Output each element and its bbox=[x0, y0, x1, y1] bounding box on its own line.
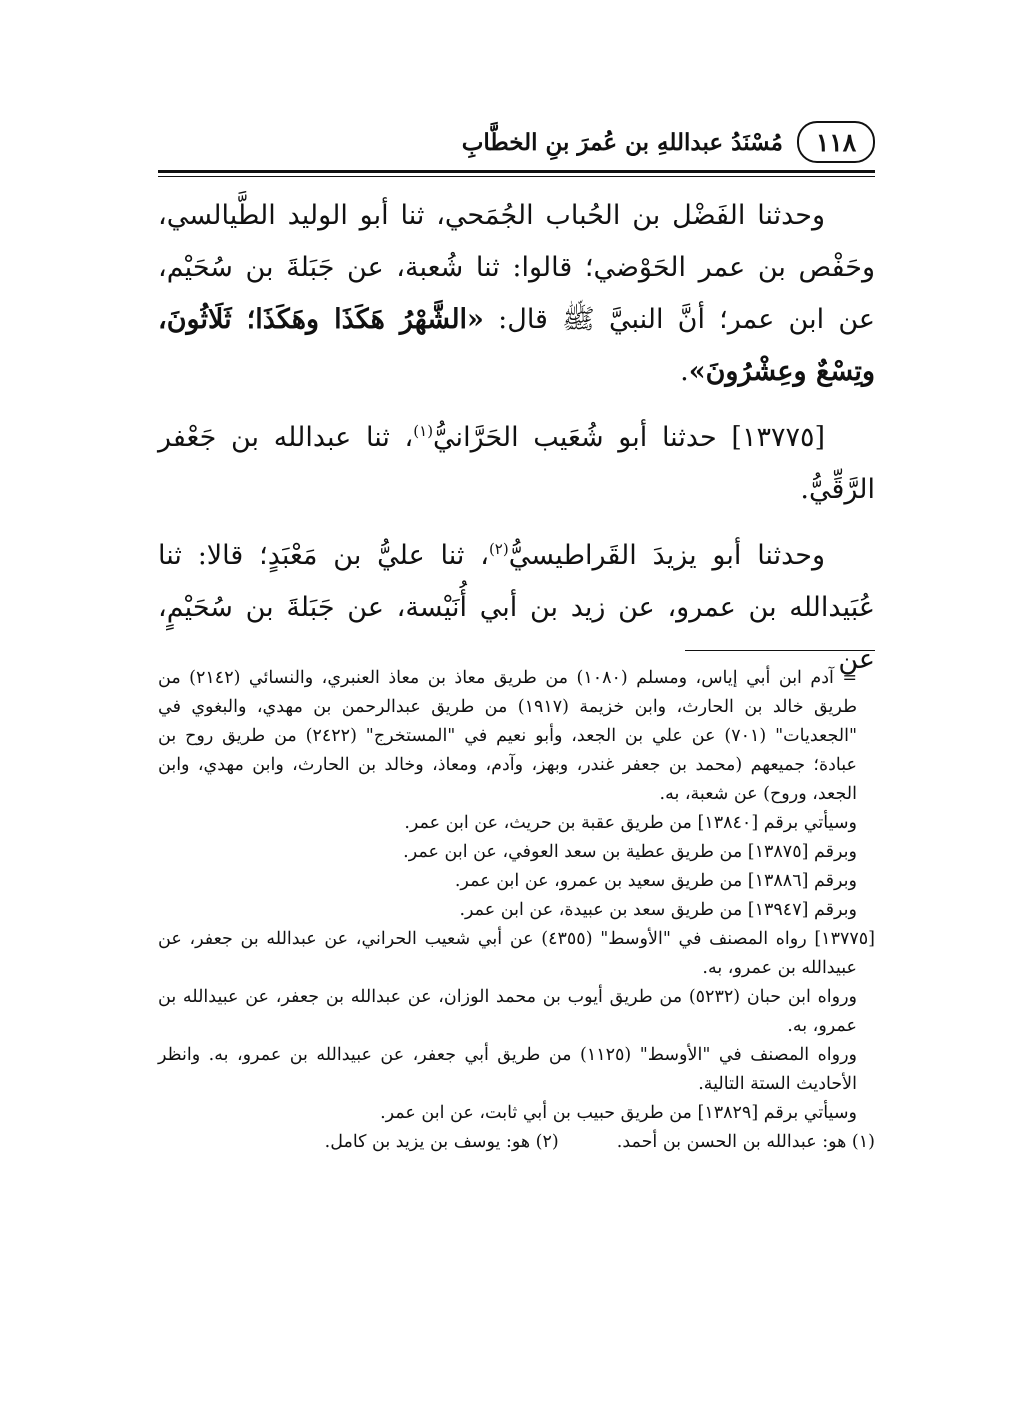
hadith-paragraph-1 bbox=[158, 190, 875, 398]
running-title: مُسْنَدُ عبداللهِ بن عُمرَ بنِ الخطَّابِ bbox=[461, 128, 783, 156]
hadith-paragraph-3 bbox=[158, 530, 875, 686]
hadith-quote: «الشَّهْرُ هَكَذَا وهَكَذَا؛ ثَلَاثُونَ، وتِسْعٌ وعِشْرُونَ» bbox=[158, 304, 875, 387]
note-line: وسيأتي برقم [١٣٨٢٩] من طريق حبيب بن أبي ثابت، عن ابن عمر. bbox=[380, 1103, 857, 1123]
note-line: وسيأتي برقم [١٣٨٤٠] من طريق عقبة بن حريث، عن ابن عمر. bbox=[404, 813, 857, 833]
main-text bbox=[158, 190, 875, 686]
note-line: ورواه ابن حبان (٥٢٣٢) من طريق أيوب بن محمد الوزان، عن عبدالله بن جعفر، عن عبيدالله بن عمرو، به. bbox=[158, 987, 857, 1036]
isnad-text: ، ثنا عليُّ بن مَعْبَدٍ؛ قالا: ثنا عُبَيدالله بن عمرو، عن زيد بن أبي أُنَيْسة، عن جَبَلةَ بن سُحَيْمٍ، عن bbox=[158, 540, 875, 675]
paragraph-end: . bbox=[680, 356, 689, 387]
note-line: وبرقم [١٣٩٤٧] من طريق سعد بن عبيدة، عن ابن عمر. bbox=[459, 900, 857, 920]
isnad-text: ، ثنا عبدالله بن جَعْفر الرَّقِّيُّ. bbox=[158, 422, 875, 505]
header-rule-thick bbox=[158, 170, 875, 173]
hadith-number: [١٣٧٧٥] bbox=[731, 422, 825, 453]
footnote-2: (٢) هو: يوسف بن يزيد بن كامل. bbox=[324, 1132, 559, 1152]
header-rule-thin bbox=[158, 176, 875, 177]
note-line: = آدم ابن أبي إياس، ومسلم (١٠٨٠) من طريق معاذ بن معاذ العنبري، والنسائي (٢١٤٢) من طريق خالد بن الحارث، وابن خزيمة (١٩١٧) من طريق عبدالرحمن بن مهدي، والبغوي في "الجعديات" (٧٠١) عن علي بن الجعد، وأبو نعيم في "المستخرج" (٢٤٢٢) من طريق روح بن عبادة؛ جميعهم (محمد بن جعفر غندر، وبهز، وآدم، ومعاذ، وخالد بن الحارث، وابن مهدي، وابن الجعد، وروح) عن شعبة، به. bbox=[158, 668, 858, 804]
isnad-text: وحدثنا أبو يزيدَ القَراطيسيُّ bbox=[508, 540, 825, 571]
isnad-text: وحدثنا الفَضْل بن الحُباب الجُمَحي، ثنا أبو الوليد الطَّيالسي، وحَفْص بن عمر الحَوْضي؛ قالوا: ثنا شُعبة، عن جَبَلةَ بن سُحَيْم، عن ابن عمر؛ أنَّ النبيَّ ﷺ قال: bbox=[158, 200, 875, 335]
footnote-1: (١) هو: عبدالله بن الحسن بن أحمد. bbox=[616, 1132, 875, 1152]
footnote-separator bbox=[685, 650, 875, 651]
note-line: ورواه المصنف في "الأوسط" (١١٢٥) من طريق أبي جعفر، عن عبيدالله بن عمرو، به. وانظر الأحاديث الستة التالية. bbox=[158, 1045, 857, 1094]
hadith-paragraph-2 bbox=[158, 412, 875, 516]
notes-section bbox=[158, 664, 875, 1157]
footnote-ref-2[interactable]: (٢) bbox=[488, 540, 509, 558]
page-number: ١١٨ bbox=[797, 121, 875, 163]
isnad-text: حدثنا أبو شُعَيب الحَرَّانيُّ bbox=[433, 422, 732, 453]
note-line: [١٣٧٧٥] رواه المصنف في "الأوسط" (٤٣٥٥) عن أبي شعيب الحراني، عن عبدالله بن جعفر، عن عبيدالله بن عمرو، به. bbox=[158, 929, 875, 978]
footnotes bbox=[158, 1128, 875, 1157]
footnote-ref-1[interactable]: (١) bbox=[413, 422, 434, 440]
note-line: وبرقم [١٣٨٧٥] من طريق عطية بن سعد العوفي، عن ابن عمر. bbox=[403, 842, 857, 862]
note-line: وبرقم [١٣٨٨٦] من طريق سعيد بن عمرو، عن ابن عمر. bbox=[454, 871, 857, 891]
running-header bbox=[158, 118, 875, 166]
